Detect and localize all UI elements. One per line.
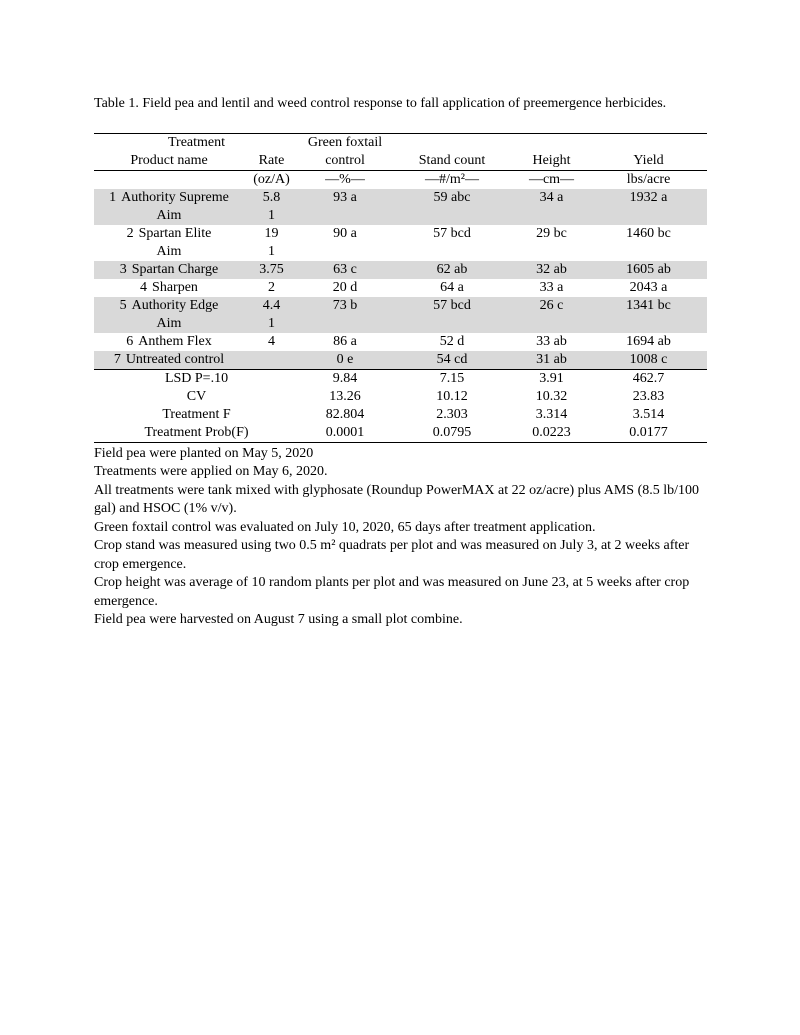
height-cell: 29 bc [536, 225, 567, 241]
footnote: Field pea were planted on May 5, 2020 [94, 445, 314, 461]
stat-row [94, 406, 707, 424]
product-name: Authority Edge [131, 297, 219, 313]
table-subrow [94, 315, 707, 333]
height-cell: 33 ab [536, 333, 567, 349]
product-name: Spartan Charge [131, 261, 219, 277]
height-cell: 34 a [513, 189, 590, 207]
yield-cell: 23.83 [632, 388, 665, 404]
rate-cell: 5.8 [244, 189, 299, 207]
stat-label: LSD P=.10 [164, 370, 229, 386]
col-header-height: Height [513, 152, 590, 171]
unit-height: —cm— [528, 171, 575, 187]
table-subrow [94, 207, 707, 225]
footnote: Treatments were applied on May 6, 2020. [94, 464, 328, 479]
product-name: Sharpen [152, 279, 198, 295]
stand-count-cell: 59 abc [391, 189, 513, 207]
height-cell: 31 ab [513, 351, 590, 370]
control-cell: 86 a [333, 333, 357, 349]
unit-rate: (oz/A) [253, 171, 290, 187]
rate-cell: 4.4 [244, 297, 299, 315]
rate-cell: 2 [268, 279, 275, 295]
product-name: Untreated control [125, 351, 225, 367]
yield-cell: 1008 c [590, 351, 707, 370]
stand-count-cell: 62 ab [391, 261, 513, 279]
rate-cell: 3.75 [244, 261, 299, 279]
col-header-rate: Rate [244, 152, 299, 171]
stand-count-cell: 64 a [440, 279, 464, 295]
unit-stand-count: —#/m²— [425, 171, 479, 187]
treatment-number: 7 [113, 351, 121, 367]
rate-cell: 1 [244, 315, 299, 333]
footnote: Field pea were harvested on August 7 using a small plot combine. [94, 612, 463, 627]
stat-label: CV [186, 388, 207, 404]
yield-cell: 1341 bc [590, 297, 707, 315]
table-row [94, 261, 707, 279]
height-cell: 26 c [513, 297, 590, 315]
product-subname: Aim [156, 243, 182, 259]
control-cell: 9.84 [332, 370, 358, 386]
rate-cell: 1 [244, 207, 299, 225]
product-name: Spartan Elite [138, 225, 212, 241]
stat-row [94, 369, 707, 388]
rate-cell: 4 [268, 333, 275, 349]
control-cell: 93 a [299, 189, 391, 207]
treatment-number: 4 [140, 279, 148, 295]
control-cell: 82.804 [325, 406, 365, 422]
footnote: Crop height was average of 10 random plants per plot and was measured on June 23, at 5 weeks after crop emergence. [94, 575, 690, 609]
height-cell: 10.32 [535, 388, 568, 404]
footnote: Crop stand was measured using two 0.5 m² quadrats per plot and was measured on July 3, at 2 weeks after crop emergence. [94, 538, 690, 572]
rate-cell: 1 [268, 243, 275, 259]
stand-count-cell: 54 cd [391, 351, 513, 370]
table-row [94, 351, 707, 370]
stat-label: Treatment F [162, 406, 231, 422]
treatment-number: 5 [119, 297, 127, 313]
rate-cell [244, 351, 299, 370]
results-table [94, 133, 707, 443]
table-row [94, 225, 707, 243]
height-cell: 3.314 [535, 406, 568, 422]
yield-cell: 0.0177 [590, 424, 707, 443]
treatment-number: 3 [119, 261, 127, 277]
footnote: Green foxtail control was evaluated on July 10, 2020, 65 days after treatment application. [94, 519, 596, 535]
units-row [94, 170, 707, 189]
stand-count-cell: 57 bcd [433, 225, 471, 241]
control-cell: 0.0001 [299, 424, 391, 443]
product-subname: Aim [94, 207, 244, 225]
yield-cell: 462.7 [632, 370, 665, 386]
stand-count-cell: 2.303 [436, 406, 468, 422]
treatment-number: 6 [126, 333, 134, 349]
product-subname: Aim [94, 315, 244, 333]
height-cell: 32 ab [513, 261, 590, 279]
product-name: Anthem Flex [138, 333, 212, 349]
product-name: Authority Supreme [121, 189, 229, 205]
yield-cell: 1694 ab [626, 333, 671, 349]
header-row-columns [94, 152, 707, 171]
yield-cell: 1460 bc [626, 225, 671, 241]
footnotes [94, 445, 707, 630]
stand-count-cell: 10.12 [436, 388, 468, 404]
col-header-yield: Yield [590, 152, 707, 171]
unit-control: —%— [325, 171, 365, 187]
table-title: Table 1. Field pea and lentil and weed control response to fall application of preemergence herbicides. [94, 96, 667, 111]
control-cell: 63 c [299, 261, 391, 279]
table-row [94, 279, 707, 297]
footnote: All treatments were tank mixed with glyphosate (Roundup PowerMAX at 22 oz/acre) plus AMS (8.5 lb/100 gal) and HSOC (1% v/v). [94, 482, 700, 516]
stand-count-cell: 0.0795 [391, 424, 513, 443]
height-cell: 33 a [539, 279, 564, 295]
col-header-control: control [299, 152, 391, 171]
treatment-number: 1 [109, 189, 117, 205]
height-cell: 0.0223 [513, 424, 590, 443]
header-row-group [94, 133, 707, 152]
yield-cell: 1932 a [590, 189, 707, 207]
rate-cell: 19 [264, 225, 279, 241]
treatment-number: 2 [126, 225, 134, 241]
col-header-stand-count: Stand count [391, 152, 513, 171]
unit-yield: lbs/acre [626, 171, 671, 187]
stat-label: Treatment Prob(F) [94, 424, 299, 443]
height-cell: 3.91 [539, 370, 564, 386]
stand-count-cell: 7.15 [439, 370, 465, 386]
col-header-product-name: Product name [94, 152, 244, 171]
table-subrow [94, 243, 707, 261]
table-row [94, 333, 707, 351]
control-cell: 90 a [333, 225, 357, 241]
control-cell: 0 e [299, 351, 391, 370]
stand-count-cell: 57 bcd [391, 297, 513, 315]
yield-cell: 3.514 [632, 406, 665, 422]
yield-cell: 1605 ab [590, 261, 707, 279]
yield-cell: 2043 a [629, 279, 668, 295]
document-content [94, 95, 707, 630]
control-cell: 73 b [299, 297, 391, 315]
stat-row [94, 424, 707, 443]
col-header-green-foxtail: Green foxtail [299, 133, 391, 152]
stat-row [94, 388, 707, 406]
control-cell: 20 d [332, 279, 358, 295]
col-header-treatment: Treatment [94, 133, 299, 152]
control-cell: 13.26 [329, 388, 361, 404]
table-row [94, 297, 707, 315]
stand-count-cell: 52 d [439, 333, 465, 349]
table-row [94, 189, 707, 207]
